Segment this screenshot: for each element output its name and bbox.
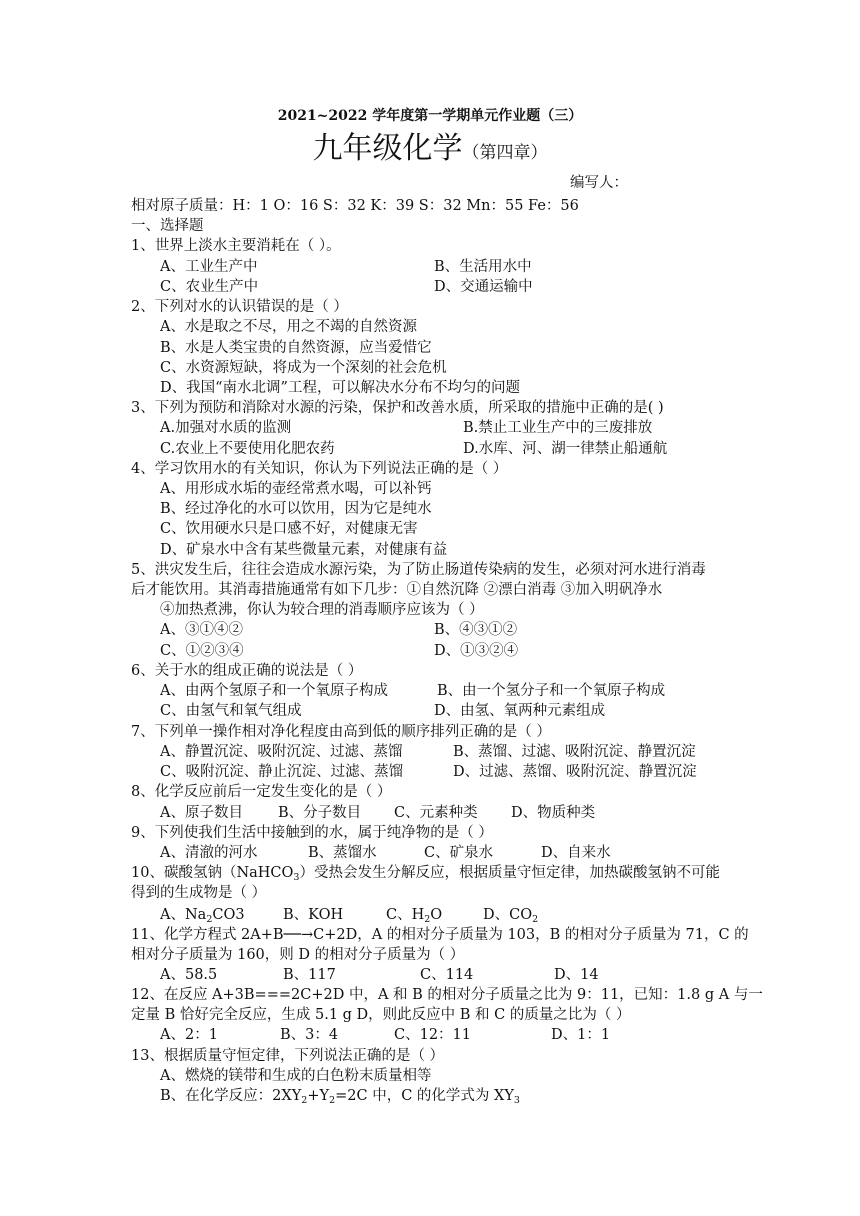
question-11-option-b: B、117 [283, 967, 336, 983]
question-7-option-a: A、静置沉淀、吸附沉淀、过滤、蒸馏 [160, 744, 403, 760]
question-4-option-a: A、用形成水垢的壶经常煮水喝，可以补钙 [160, 481, 432, 497]
question-5-option-c: C、①②③④ [160, 643, 244, 659]
question-10-line-2: 得到的生成物是（ ） [131, 885, 267, 901]
question-1-option-d: D、交通运输中 [434, 279, 533, 295]
question-10-option-c: C、$H_2O$ [386, 907, 443, 925]
question-11-option-c: C、114 [420, 967, 474, 983]
question-11-line-1: 11、化学方程式 2A+B──→C+2D，A 的相对分子质量为 103，B 的相对分子质量为 71，C 的 [131, 927, 749, 943]
question-10-option-b: B、KOH [283, 907, 344, 923]
question-9-option-d: D、自来水 [541, 845, 611, 861]
question-12-line-2: 定量 B 恰好完全反应，生成 5.1 g D，则此反应中 B 和 C 的质量之比为（ ） [131, 1007, 631, 1023]
question-11-option-d: D、14 [554, 967, 599, 983]
question-6-stem: 6、关于水的组成正确的说法是（ ） [131, 663, 363, 679]
question-1-stem: 1、世界上淡水主要消耗在（ ）。 [131, 238, 341, 254]
subject-title: 九年级化学 [312, 131, 463, 166]
question-5-line-1: 5、洪灾发生后，往往会造成水源污染，为了防止肠道传染病的发生，必须对河水进行消毒 [131, 562, 706, 578]
question-2-option-b: B、水是人类宝贵的自然资源，应当爱惜它 [160, 340, 432, 356]
question-9-stem: 9、下列使我们生活中接触到的水，属于纯净物的是（ ） [131, 825, 493, 841]
question-8-option-c: C、元素种类 [394, 805, 478, 821]
question-1-option-c: C、农业生产中 [160, 279, 259, 295]
question-2-option-d: D、我国“南水北调”工程，可以解决水分布不均匀的问题 [160, 380, 520, 396]
chapter-label: （第四章） [462, 143, 548, 163]
atomic-masses: 相对原子质量：H：1 O：16 S：32 K：39 S：32 Mn：55 Fe：56 [131, 198, 579, 214]
question-12-option-d: D、1：1 [551, 1027, 611, 1043]
question-7-option-c: C、吸附沉淀、静止沉淀、过滤、蒸馏 [160, 764, 404, 780]
question-11-option-a: A、58.5 [160, 967, 218, 983]
question-6-option-a: A、由两个氢原子和一个氧原子构成 [160, 683, 388, 699]
author-label: 编写人： [570, 175, 628, 191]
question-10-option-a: A、$Na_2CO3$ [160, 907, 245, 925]
page-title [0, 130, 860, 172]
question-12-option-a: A、2：1 [160, 1027, 218, 1043]
question-7-option-b: B、蒸馏、过滤、吸附沉淀、静置沉淀 [453, 744, 696, 760]
question-6-option-d: D、由氢、氧两种元素组成 [434, 703, 606, 719]
question-2-option-a: A、水是取之不尽，用之不竭的自然资源 [160, 319, 417, 335]
question-6-option-b: B、由一个氢分子和一个氧原子构成 [437, 683, 666, 699]
question-13-option-b: B、在化学反应：$2XY_2+Y_2=2C$ 中，C 的化学式为 $XY_3$ [160, 1088, 520, 1106]
question-3-option-d: D.水库、河、湖一律禁止船通航 [463, 441, 668, 457]
question-9-option-a: A、清澈的河水 [160, 845, 258, 861]
question-12-option-b: B、3：4 [280, 1027, 339, 1043]
question-10-line-1: 10、碳酸氢钠（NaHCO$_3$）受热会发生分解反应，根据质量守恒定律，加热碳酸氢钠不可能 [131, 865, 720, 883]
question-11-line-2: 相对分子质量为 160，则 D 的相对分子质量为（ ） [131, 947, 465, 963]
question-5-option-a: A、③①④② [160, 622, 243, 638]
question-7-stem: 7、下列单一操作相对净化程度由高到低的顺序排列正确的是（ ） [131, 724, 551, 740]
question-8-stem: 8、化学反应前后一定发生变化的是（ ） [131, 784, 392, 800]
question-2-option-c: C、水资源短缺，将成为一个深刻的社会危机 [160, 360, 447, 376]
question-13-option-a: A、燃烧的镁带和生成的白色粉末质量相等 [160, 1068, 432, 1084]
question-5-line-3: ④加热煮沸，你认为较合理的消毒顺序应该为（ ） [160, 602, 484, 618]
section-heading: 一、选择题 [131, 218, 204, 234]
question-3-stem: 3、下列为预防和消除对水源的污染，保护和改善水质，所采取的措施中正确的是( ) [131, 400, 664, 416]
question-4-option-d: D、矿泉水中含有某些微量元素，对健康有益 [160, 542, 448, 558]
question-1-option-a: A、工业生产中 [160, 259, 258, 275]
question-12-option-c: C、12：11 [394, 1027, 471, 1043]
question-10-option-d: D、$CO_2$ [483, 907, 539, 925]
question-12-line-1: 12、在反应 A+3B===2C+2D 中，A 和 B 的相对分子质量之比为 9：11，已知：1.8 g A 与一 [131, 987, 763, 1003]
question-9-option-c: C、矿泉水 [424, 845, 494, 861]
question-5-line-2: 后才能饮用。其消毒措施通常有如下几步：①自然沉降 ②漂白消毒 ③加入明矾净水 [131, 582, 663, 598]
question-8-option-a: A、原子数目 [160, 805, 243, 821]
question-3-option-b: B.禁止工业生产中的三废排放 [463, 420, 653, 436]
question-5-option-b: B、④③①② [434, 622, 518, 638]
question-2-stem: 2、下列对水的认识错误的是（ ） [131, 299, 348, 315]
question-4-option-c: C、饮用硬水只是口感不好，对健康无害 [160, 521, 418, 537]
school-year-heading: 2021~2022 学年度第一学期单元作业题（三） [277, 108, 583, 124]
question-3-option-c: C.农业上不要使用化肥农药 [160, 441, 335, 457]
question-4-option-b: B、经过净化的水可以饮用，因为它是纯水 [160, 501, 432, 517]
question-8-option-b: B、分子数目 [278, 805, 362, 821]
question-9-option-b: B、蒸馏水 [308, 845, 377, 861]
question-4-stem: 4、学习饮用水的有关知识，你认为下列说法正确的是（ ） [131, 461, 508, 477]
question-8-option-d: D、物质种类 [511, 805, 596, 821]
question-13-stem: 13、根据质量守恒定律，下列说法正确的是（ ） [131, 1048, 445, 1064]
question-3-option-a: A.加强对水质的监测 [160, 420, 292, 436]
question-1-option-b: B、生活用水中 [434, 259, 532, 275]
question-6-option-c: C、由氢气和氧气组成 [160, 703, 302, 719]
question-5-option-d: D、①③②④ [434, 643, 519, 659]
question-7-option-d: D、过滤、蒸馏、吸附沉淀、静置沉淀 [453, 764, 697, 780]
